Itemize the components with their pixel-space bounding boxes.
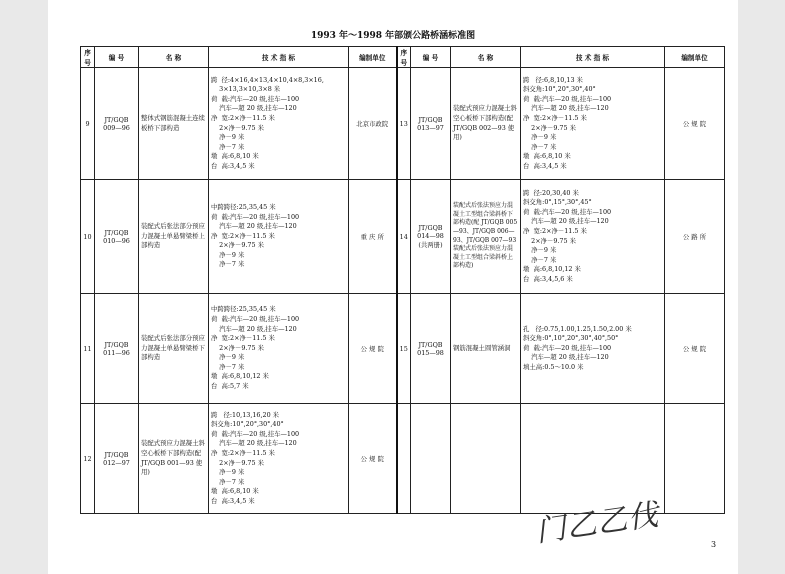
row-unit: 北京市政院: [349, 68, 397, 180]
row-no: 15: [397, 294, 411, 404]
row-code: JT/GQB 011—96: [95, 294, 139, 404]
table-row: [81, 294, 725, 404]
empty-cell: [411, 404, 451, 514]
row-unit: 公 路 所: [665, 180, 725, 294]
row-spec: 跨 径:6,8,10,13 米 斜交角:10°,20°,30°,40° 荷 载:汽车—20 级,挂车—100 汽车—超 20 级,挂车—120 净 宽:2×净－11.5 米 2×净－9.75 米 净－9 米 净－7 米 墩 高:6,8,10 米 台 高:3,4,5 米: [521, 68, 665, 180]
row-name: 钢筋混凝土圆管涵洞: [451, 294, 521, 404]
row-spec: 跨 径:10,13,16,20 米 斜交角:10°,20°,30°,40° 荷 载:汽车—20 级,挂车—100 汽车—超 20 级,挂车—120 净 宽:2×净－11.5 米 2×净－9.75 米 净－9 米 净－7 米 墩 高:6,8,10 米 台 高:3,4,5 米: [209, 404, 349, 514]
header-code-right: 编 号: [411, 47, 451, 68]
header-row: [81, 47, 725, 68]
header-spec-right: 技 术 指 标: [521, 47, 665, 68]
header-unit: 编制单位: [349, 47, 397, 68]
row-spec: 跨 径:20,30,40 米 斜交角:0°,15°,30°,45° 荷 载:汽车—20 级,挂车—100 汽车—超 20 级,挂车—120 净 宽:2×净－11.5 米 2×净－9.75 米 净－9 米 净－7 米 墩 高:6,8,10,12 米 台 高:3,4,5,6 米: [521, 180, 665, 294]
row-unit: 公 规 院: [665, 68, 725, 180]
header-unit-right: 编制单位: [665, 47, 725, 68]
row-name: 整体式钢筋混凝土连续板桥下部构造: [139, 68, 209, 180]
header-code: 编 号: [95, 47, 139, 68]
empty-cell: [665, 404, 725, 514]
row-spec: 跨 径:4×16,4×13,4×10,4×8,3×16, 3×13,3×10,3×8 米 荷 载:汽车—20 级,挂车—100 汽车—超 20 级,挂车—120 净 宽:2×净－11.5 米 2×净－9.75 米 净－9 米 净－7 米 墩 高:6,8,10 米 台 高:3,4,5 米: [209, 68, 349, 180]
row-no: 13: [397, 68, 411, 180]
header-no-right: 序号: [397, 47, 411, 68]
page-title: 1993 年～1998 年部颁公路桥涵标准图: [310, 31, 476, 41]
row-code: JT/GQB 009—96: [95, 68, 139, 180]
row-unit: 重 庆 所: [349, 180, 397, 294]
row-unit: 公 规 院: [665, 294, 725, 404]
row-no: 12: [81, 404, 95, 514]
row-spec: 中跨跨径:25,35,45 米 荷 载:汽车—20 级,挂车—100 汽车—超 20 级,挂车—120 净 宽:2×净－11.5 米 2×净－9.75 米 净－9 米 净－7 米 墩 高:6,8,10,12 米 台 高:5,7 米: [209, 294, 349, 404]
row-unit: 公 规 院: [349, 404, 397, 514]
document-page: [48, 0, 738, 574]
row-code: JT/GQB 014—98 (共两册): [411, 180, 451, 294]
header-no: 序号: [81, 47, 95, 68]
header-name-right: 名 称: [451, 47, 521, 68]
handwritten-signature: 门乙乙伐: [533, 497, 662, 550]
row-unit: 公 规 院: [349, 294, 397, 404]
table-row: [81, 180, 725, 294]
empty-cell: [451, 404, 521, 514]
row-spec: 中跨跨径:25,35,45 米 荷 载:汽车—20 级,挂车—100 汽车—超 20 级,挂车—120 净 宽:2×净－11.5 米 2×净－9.75 米 净－9 米 净－7 米: [209, 180, 349, 294]
row-name: 装配式后张法预应力混凝土工型组合梁斜桥下部构造(配 JT/GQB 005—93、JT/GQB 006—93、JT/GQB 007—93 装配式后张法预应力混凝土工型组合梁斜桥上部构造): [451, 180, 521, 294]
page-number: 3: [711, 540, 717, 549]
row-no: 14: [397, 180, 411, 294]
row-code: JT/GQB 013—97: [411, 68, 451, 180]
row-code: JT/GQB 010—96: [95, 180, 139, 294]
row-name: 装配式预应力混凝土斜空心板桥下部构造(配 JT/GQB 002—93 使用): [451, 68, 521, 180]
row-name: 装配式后张法部分预应力混凝土单悬臂梁桥下部构造: [139, 294, 209, 404]
row-no: 9: [81, 68, 95, 180]
standards-table: [80, 46, 725, 514]
row-code: JT/GQB 012—97: [95, 404, 139, 514]
row-code: JT/GQB 015—98: [411, 294, 451, 404]
empty-cell: [397, 404, 411, 514]
row-no: 11: [81, 294, 95, 404]
row-spec: 孔 径:0.75,1.00,1.25,1.50,2.00 米 斜交角:0°,10°,20°,30°,40°,50° 荷 载:汽车—20 级,挂车—100 汽车—超 20 级,挂车—120 填土高:0.5～10.0 米: [521, 294, 665, 404]
row-no: 10: [81, 180, 95, 294]
table-row: [81, 68, 725, 180]
row-name: 装配式后张法部分预应力混凝土单悬臂梁桥上部构造: [139, 180, 209, 294]
row-name: 装配式预应力混凝土斜空心板桥下部构造(配 JT/GQB 001—93 使用): [139, 404, 209, 514]
header-name: 名 称: [139, 47, 209, 68]
header-spec: 技 术 指 标: [209, 47, 349, 68]
